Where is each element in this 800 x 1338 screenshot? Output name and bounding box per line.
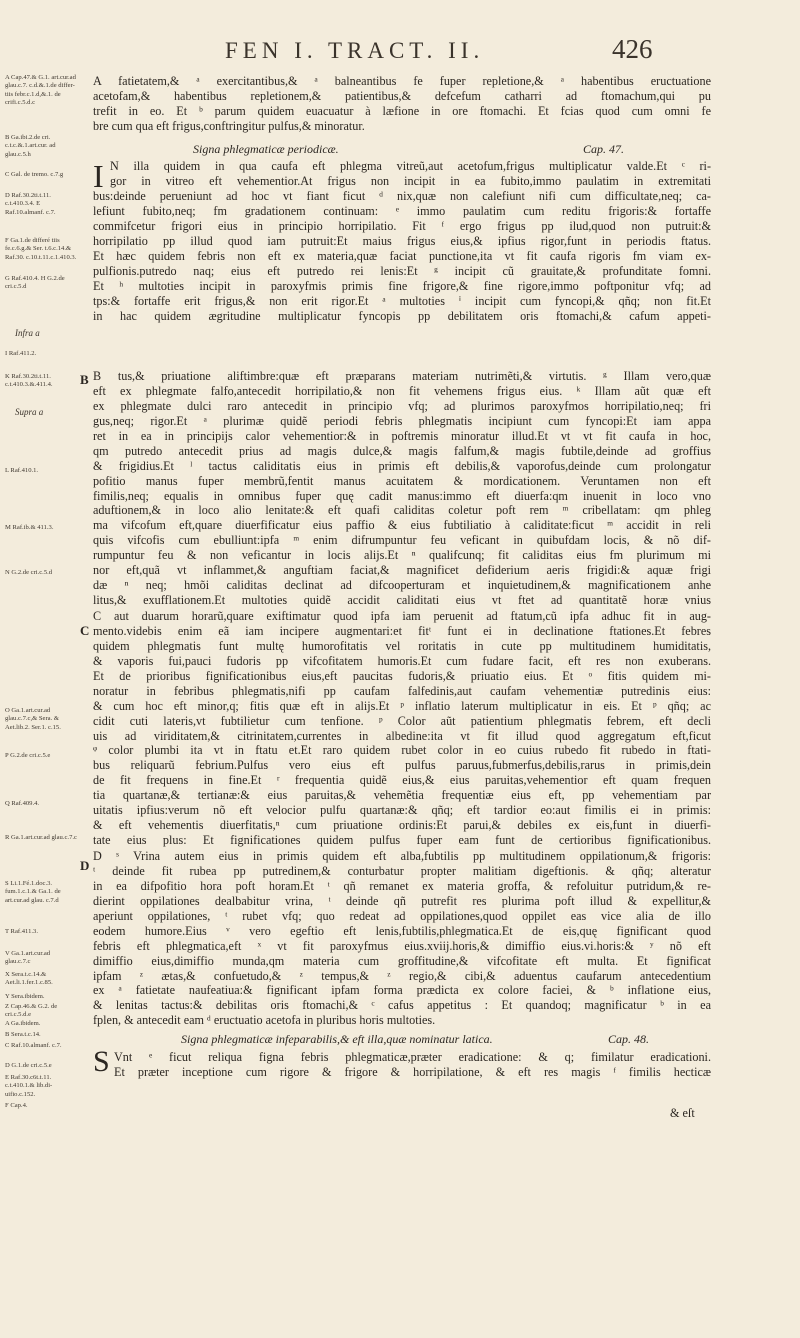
margin-note: K Raf.30.2ti.t.11. c.t.410.3.&.411.4.: [5, 373, 53, 389]
text-line: dimiffio eius,dimiffio munda,qm materia cum groffitudine,& vifcofitate eft multa. Et fignificat: [93, 953, 711, 968]
text-line: ma vifcofum eft,quare diuerfificatur eius paffio & eius fubtiliatio à caliditate:ficut ᵐ accidit in reli: [93, 518, 711, 533]
drop-cap-s: S: [93, 1045, 110, 1078]
text-line: Vnt ᵉ ficut reliqua figna febris phlegmaticæ,præter eradicatione: & q; fimilatur eradicationi.: [114, 1050, 711, 1064]
margin-note: A Cap.47.& G.1. art.cur.ad glau.c.7. c.d.&.1.de differ- tiis febr.c.1.d,&.1. de crifi.c.5.d.c: [5, 74, 76, 107]
text-line: fimilis,neq; equalis in omnibus fuper quę cadit manus:immo eft diuerfa:qm inuenit in loco vno: [93, 488, 711, 503]
chapter-title: Signa phlegmaticæ infeparabilis,& eft illa,quæ nominatur latica.: [181, 1032, 493, 1046]
margin-note: P G.2.de cri.c.5.e: [5, 752, 51, 759]
margin-notes: [5, 72, 77, 1112]
text-line: aperiunt oppilationes, ᵗ rubet vfq; quo redeat ad oppilationes,quod oppilet eas vice alia de illo: [93, 908, 711, 923]
text-line: ipfam ᶻ ætas,& confuetudo,& ᶻ tempus,& ᶻ regio,& cibi,& aduentus caufarum antecedentium: [93, 968, 711, 983]
drop-cap-i: I: [93, 158, 104, 194]
text-line: noratur in febribus phlegmatis,nifi pp caufam falfedinis,aut caufam vehementiæ putredinis eius:: [93, 683, 711, 698]
text-line: fplen, & antecedit eam ᵈ eructuatio acetofa in pluribus horis multoties.: [93, 1013, 436, 1028]
section-letter-c: C: [80, 623, 90, 638]
text-line: dæ ⁿ neq; hmõi caliditas declinat ad difcooperturam et inquietudinem,& magnificationem anhe: [93, 578, 711, 593]
margin-note: S Li.1.Fé.1.doc.3. fum.1.c.1.& Ga.1. de art.cur.ad glau. c.7.d: [5, 880, 61, 904]
text-line: gus,neq; rigor.Et ᵃ plurimæ quidẽ periodi febris phlegmatis incipiunt cum fyncopi:Et iam appa: [93, 413, 711, 428]
text-line: A fatietatem,& ᵃ exercitantibus,& ᵃ balneantibus fe fuper repletione,& ᵃ habentibus eructuatione: [93, 74, 711, 88]
paragraph-f: [114, 1050, 711, 1080]
text-line: Et de prioribus fignificationibus eius,eft paucitas fudoris,& priuatio eius. Et ᵒ fitis quidem mi-: [93, 668, 711, 683]
text-line: ex phlegmate dulci raro antecedit in principio vfq; ad plurimos paroxyfmos horripilatio,neq; fri: [93, 398, 711, 413]
text-line: commifcetur frigori eius in principio horripilatio. Fit ᶠ ergo frigus pp ilud,quod non putruit:&: [93, 218, 711, 233]
text-line: B tus,& priuatione aliftimbre:quæ eft præparans materiam nutrimẽti,& virtutis. ᵍ Illam vero,quæ: [93, 369, 711, 383]
text-line: quis vifcofis cum ebulliunt:ipfa ᵐ enim difrumpuntur feu veficant in quibufdam locis, & nõ dif-: [93, 533, 711, 548]
text-line: Et præter inceptione cum rigore & frigore & horripilatione, & eft res magis ᶠ fimilis hecticæ: [114, 1064, 711, 1079]
margin-note: I Raf.411.2.: [5, 350, 37, 357]
margin-note: D G.1.de cri.c.5.e: [5, 1062, 52, 1069]
text-line: ret in ea in principijs calor vehementior:& in poftremis minoratur illud.Et vt vt fit caufa in hoc,: [93, 428, 711, 443]
text-line: aduftionem,& in loco alio lenitate:& eft quafi caliditas coletur poft rem ᵐ cribellatam: qm phleg: [93, 503, 711, 518]
text-line: gor in vitreo eft vehementior.At frigus non incipit in ea fubito,immo paulatim in extremitati: [110, 173, 711, 188]
paragraph-b-lead: [110, 159, 711, 189]
margin-note: D Raf.30.2ti.t.11. c.t.410.3.4. E Raf.10.almanf. c.7.: [5, 192, 56, 216]
text-line: bre cum qua eft frigus,conftringitur pulfus,& minoratur.: [93, 118, 365, 133]
margin-note: R Ga.1.art.cur.ad glau.c.7.c: [5, 834, 77, 841]
margin-note: L Raf.410.1.: [5, 467, 39, 474]
margin-note: Y Sera.ibidem.: [5, 993, 45, 1000]
text-line: in hac quidem ægritudine multiplicatur fyncopis pp debilitatem oris ftomachi,& cafum appeti-: [93, 308, 711, 323]
text-line: qm putredo antecedit prius ad magis dulce,& magis falfum,& magis fubtile,deinde ad groffius: [93, 443, 711, 458]
text-line: & lenitas tactus:& debilitas oris ftomachi,& ᶜ cafus appetitus : Et quandoq; magnificatur ᵇ in ea: [93, 998, 711, 1013]
chapter-heading-47: [93, 142, 711, 158]
chapter-title: Signa phlegmaticæ periodicæ.: [193, 142, 339, 156]
text-line: cidit cuti lateris,vt fubtilietur cum tenfione. ᵖ Color aũt patientium phlegmatis febrem, eft decli: [93, 713, 711, 728]
chapter-number: Cap. 47.: [583, 142, 625, 156]
text-line: uitatis ipfius:verum nõ eft velocior pulfu quartanæ:& qñq; eft tardior eo:aut fimilis ei in primis:: [93, 803, 711, 818]
margin-note: O Ga.1.art.cur.ad glau.c.7.c,& Sera. & Aet.lib.2. Ser.1. c.15.: [5, 707, 61, 731]
text-line: horripilatio pp illud quod iam putruit:Et maius frigus eius,& ipfius rigor,funt in periodis ftatus.: [93, 233, 711, 248]
paragraph-c: [93, 369, 711, 608]
text-line: pulfionis.putredo naq; eius eft putredo rei lenis:Et ᵍ incipit cũ grauitate,& profunditate fomni.: [93, 263, 711, 278]
margin-note: V Ga.1.art.cur.ad glau.c.7.c: [5, 950, 51, 966]
margin-note: Infra a: [15, 328, 40, 338]
text-line: & vaporis fui,pauci fudoris pp vifcofitatem humoris.Et cum fudare facit, eft res non exuberans.: [93, 653, 711, 668]
margin-note: T Raf.411.3.: [5, 928, 38, 935]
margin-note: B Ga.ibi.2.de cri. c.t.c.&.1.art.cur. ad glau.c.5.h: [5, 134, 56, 158]
text-line: tps:& fortaffe erit frigus,& non erit rigor.Et ᵃ multoties ⁱ incipit cum fyncopi,& qñq; non fit.Et: [93, 293, 711, 308]
margin-note: N G.2.de cri.c.5.d: [5, 569, 53, 576]
text-line: de fit frequens in fine.Et ʳ frequentia quidẽ eius,& eius paruitas,vehementior eft quam frequen: [93, 773, 711, 788]
margin-note: X Sera.t.c.14.& Aet.li.1.fer.1.c.85.: [5, 971, 53, 987]
text-line: D ˢ Vrina autem eius in primis quidem eft alba,fubtilis pp multitudinem oppilationum,& frigoris:: [93, 849, 711, 863]
text-line: & frigidius.Et ˡ tactus caliditatis eius in primis eft debilis,& vaporofus,deinde cum prolongatur: [93, 458, 711, 473]
page-number: 426: [612, 34, 653, 64]
text-line: bus reliquarũ febrium.Pulfus vero eius eft pulfus paruus,fubmerfus,debilis,rarus in primis,dein: [93, 758, 711, 773]
text-line: rumpuntur feu & non veficantur in locis alijs.Et ⁿ qualifcunq; fit caliditas eius fm plurimum mi: [93, 548, 711, 563]
text-line: bus:deinde perueniunt ad hoc vt fiant ficut ᵈ nix,quæ non calefiunt nifi cum difficultate,neq; ca-: [93, 189, 711, 203]
text-line: eft ex phlegmate falfo,antecedit horripilatio,& non fit vehemens frigus eius. ᵏ Illam aũt quæ eft: [93, 383, 711, 398]
text-line: acetofam,& habentibus repletionem,& patientibus,& defcefum catharri ad ftomachum,qui pu: [93, 88, 711, 103]
margin-note: A Ga.ibidem.: [5, 1020, 41, 1027]
margin-note: B Sera.t.c.14.: [5, 1031, 41, 1038]
text-line: eodem humore.Eius ᵛ vero egeftio eft lenis,fubtilis,phlegmatica.Et de eis,quę fignificant quod: [93, 923, 711, 938]
text-line: & eft vehementis diuerfitatis,ⁿ cum priuatione ordinis:Et parui,& debiles ex eis,funt in diuerfi-: [93, 818, 711, 833]
text-line: quidem phlegmatis funt multę humorofitatis vel roritatis in cute pp multitudinem humiditatis,: [93, 638, 711, 653]
text-line: in ea difpofitio hora poft horam.Et ᵗ qñ remanet ex materia groffa, & refoluitur putridum,& re-: [93, 878, 711, 893]
margin-note: Supra a: [15, 407, 44, 417]
margin-note: Q Raf.409.4.: [5, 800, 40, 807]
text-line: Et hæc quidem febris non eft ex materia,quæ faciat punctione,ita vt fit caufa rigoris fm viam ex-: [93, 248, 711, 263]
margin-note: F Ga.1.de differé tiis fe.c.6.g.& Ser. t.6.c.14.& Raf.30. c.10.t.11.c.1.410.3.: [5, 237, 77, 261]
paragraph-a: [93, 74, 711, 134]
text-line: ᵗ deinde fit rubea pp putredinem,& conturbatur propter malitiam digeftionis. & qñq; alteratur: [93, 863, 711, 878]
text-line: mento.videbis enim eã iam incipere augmentari:et fitᵗ funt ei in declinatione ftationes.Et febres: [93, 623, 711, 638]
text-line: C aut duarum horarũ,quare exiftimatur quod ipfa iam peruenit ad ftatum,cũ ipfa adhuc fit in aug-: [93, 609, 711, 623]
paragraph-b: [93, 189, 711, 323]
text-line: lefiunt fubito,neq; fm gradationem continuam: ᵉ immo paulatim cum reditu frigoris:& fortaffe: [93, 203, 711, 218]
text-line: ᵠ color plumbi ita vt in ftatu et.Et raro quidem rubet color in eo cuius rubedo fit rubedo in ftati-: [93, 743, 711, 758]
text-line: tate eius plus: Et fignificationes quidem pulfus fuper eam funt de certioribus fignificationibus.: [93, 833, 711, 848]
margin-note: C Raf.10.almanf. c.7.: [5, 1042, 62, 1049]
text-line: uis ad viriditatem,& citrinitatem,currentes in albedine:ita vt fit illud quod aggregatum eft,ficut: [93, 728, 711, 743]
margin-note: G Raf.410.4. H G.2.de cri.c.5.d: [5, 275, 65, 291]
text-line: tia quartanæ,& tertianæ:& eius paruitas,& vehemẽtia frequentiæ eius eft, pp vehementiam par: [93, 788, 711, 803]
text-line: pofitio manus fuper membrũ,fentit manus acuitatem & mordicationem. Veruntamen non eft: [93, 473, 711, 488]
text-line: dierint oppilationes dealbabitur vrina, ᵗ deinde qñ putrefit res plurima poft illud & expellitur,&: [93, 893, 711, 908]
paragraph-e: [93, 849, 711, 1028]
margin-note: Z Cap.46.& G.2. de cri.c.5.d.e: [5, 1003, 58, 1019]
text-line: Et ʰ multoties incipit in paroxyfmis primis fine frigore,& fine rigore,immo poftponitur vfq; ad: [93, 278, 711, 293]
page-header: [0, 32, 800, 72]
text-line: & cum hoc eft minor,q; fitis quæ eft in alijs.Et ᵖ inflatio laterum multiplicatur in eis. Et ᵖ qñq; ac: [93, 698, 711, 713]
text-line: nor eft,quã vt inflammet,& anguftiam faciat,& magnificet defiderium aeris frigidi:& aquæ frigi: [93, 563, 711, 578]
paragraph-d: [93, 609, 711, 848]
text-line: febris eft phlegmatica,eft ˣ vt fit paroxyfmus eius.xviij.horis,& dimiffio eius.vi.horis:& ʸ nõ eft: [93, 938, 711, 953]
running-head: FEN I. TRACT. II.: [225, 38, 485, 63]
section-letter-b: B: [80, 372, 89, 387]
margin-note: M Raf.ib.& 411.3.: [5, 524, 54, 531]
text-line: trefit in eo. Et ᵇ parum quidem euacuatur à læfione in ore ftomachi. Et fcias quod cum omni fe: [93, 103, 711, 118]
margin-note: E Raf.30.c6t.t.11. c.t.410.1.& lib.di- uifio.c.152.: [5, 1074, 53, 1098]
catchword: & eſt: [670, 1106, 695, 1120]
chapter-heading-48: [93, 1032, 711, 1048]
margin-note: F Cap.4.: [5, 1102, 28, 1109]
section-letter-d: D: [80, 858, 90, 873]
margin-note: C Gal. de tremo. c.7.g: [5, 171, 64, 178]
text-line: N illa quidem in qua caufa eft phlegma vitreũ,aut acetofum,frigus multiplicatur valde.Et ᶜ ri-: [110, 159, 711, 173]
text-line: ex ᵃ fatietate naufeatiua:& fignificant ipfam forma prædicta ex colore faciei, & ᵇ inflatione eius,: [93, 983, 711, 998]
chapter-number: Cap. 48.: [608, 1032, 650, 1046]
text-line: litus,& exufflationem.Et multoties quidẽ accidit caliditati eius vt ftet ad quantitatẽ horæ vnius: [93, 593, 711, 608]
